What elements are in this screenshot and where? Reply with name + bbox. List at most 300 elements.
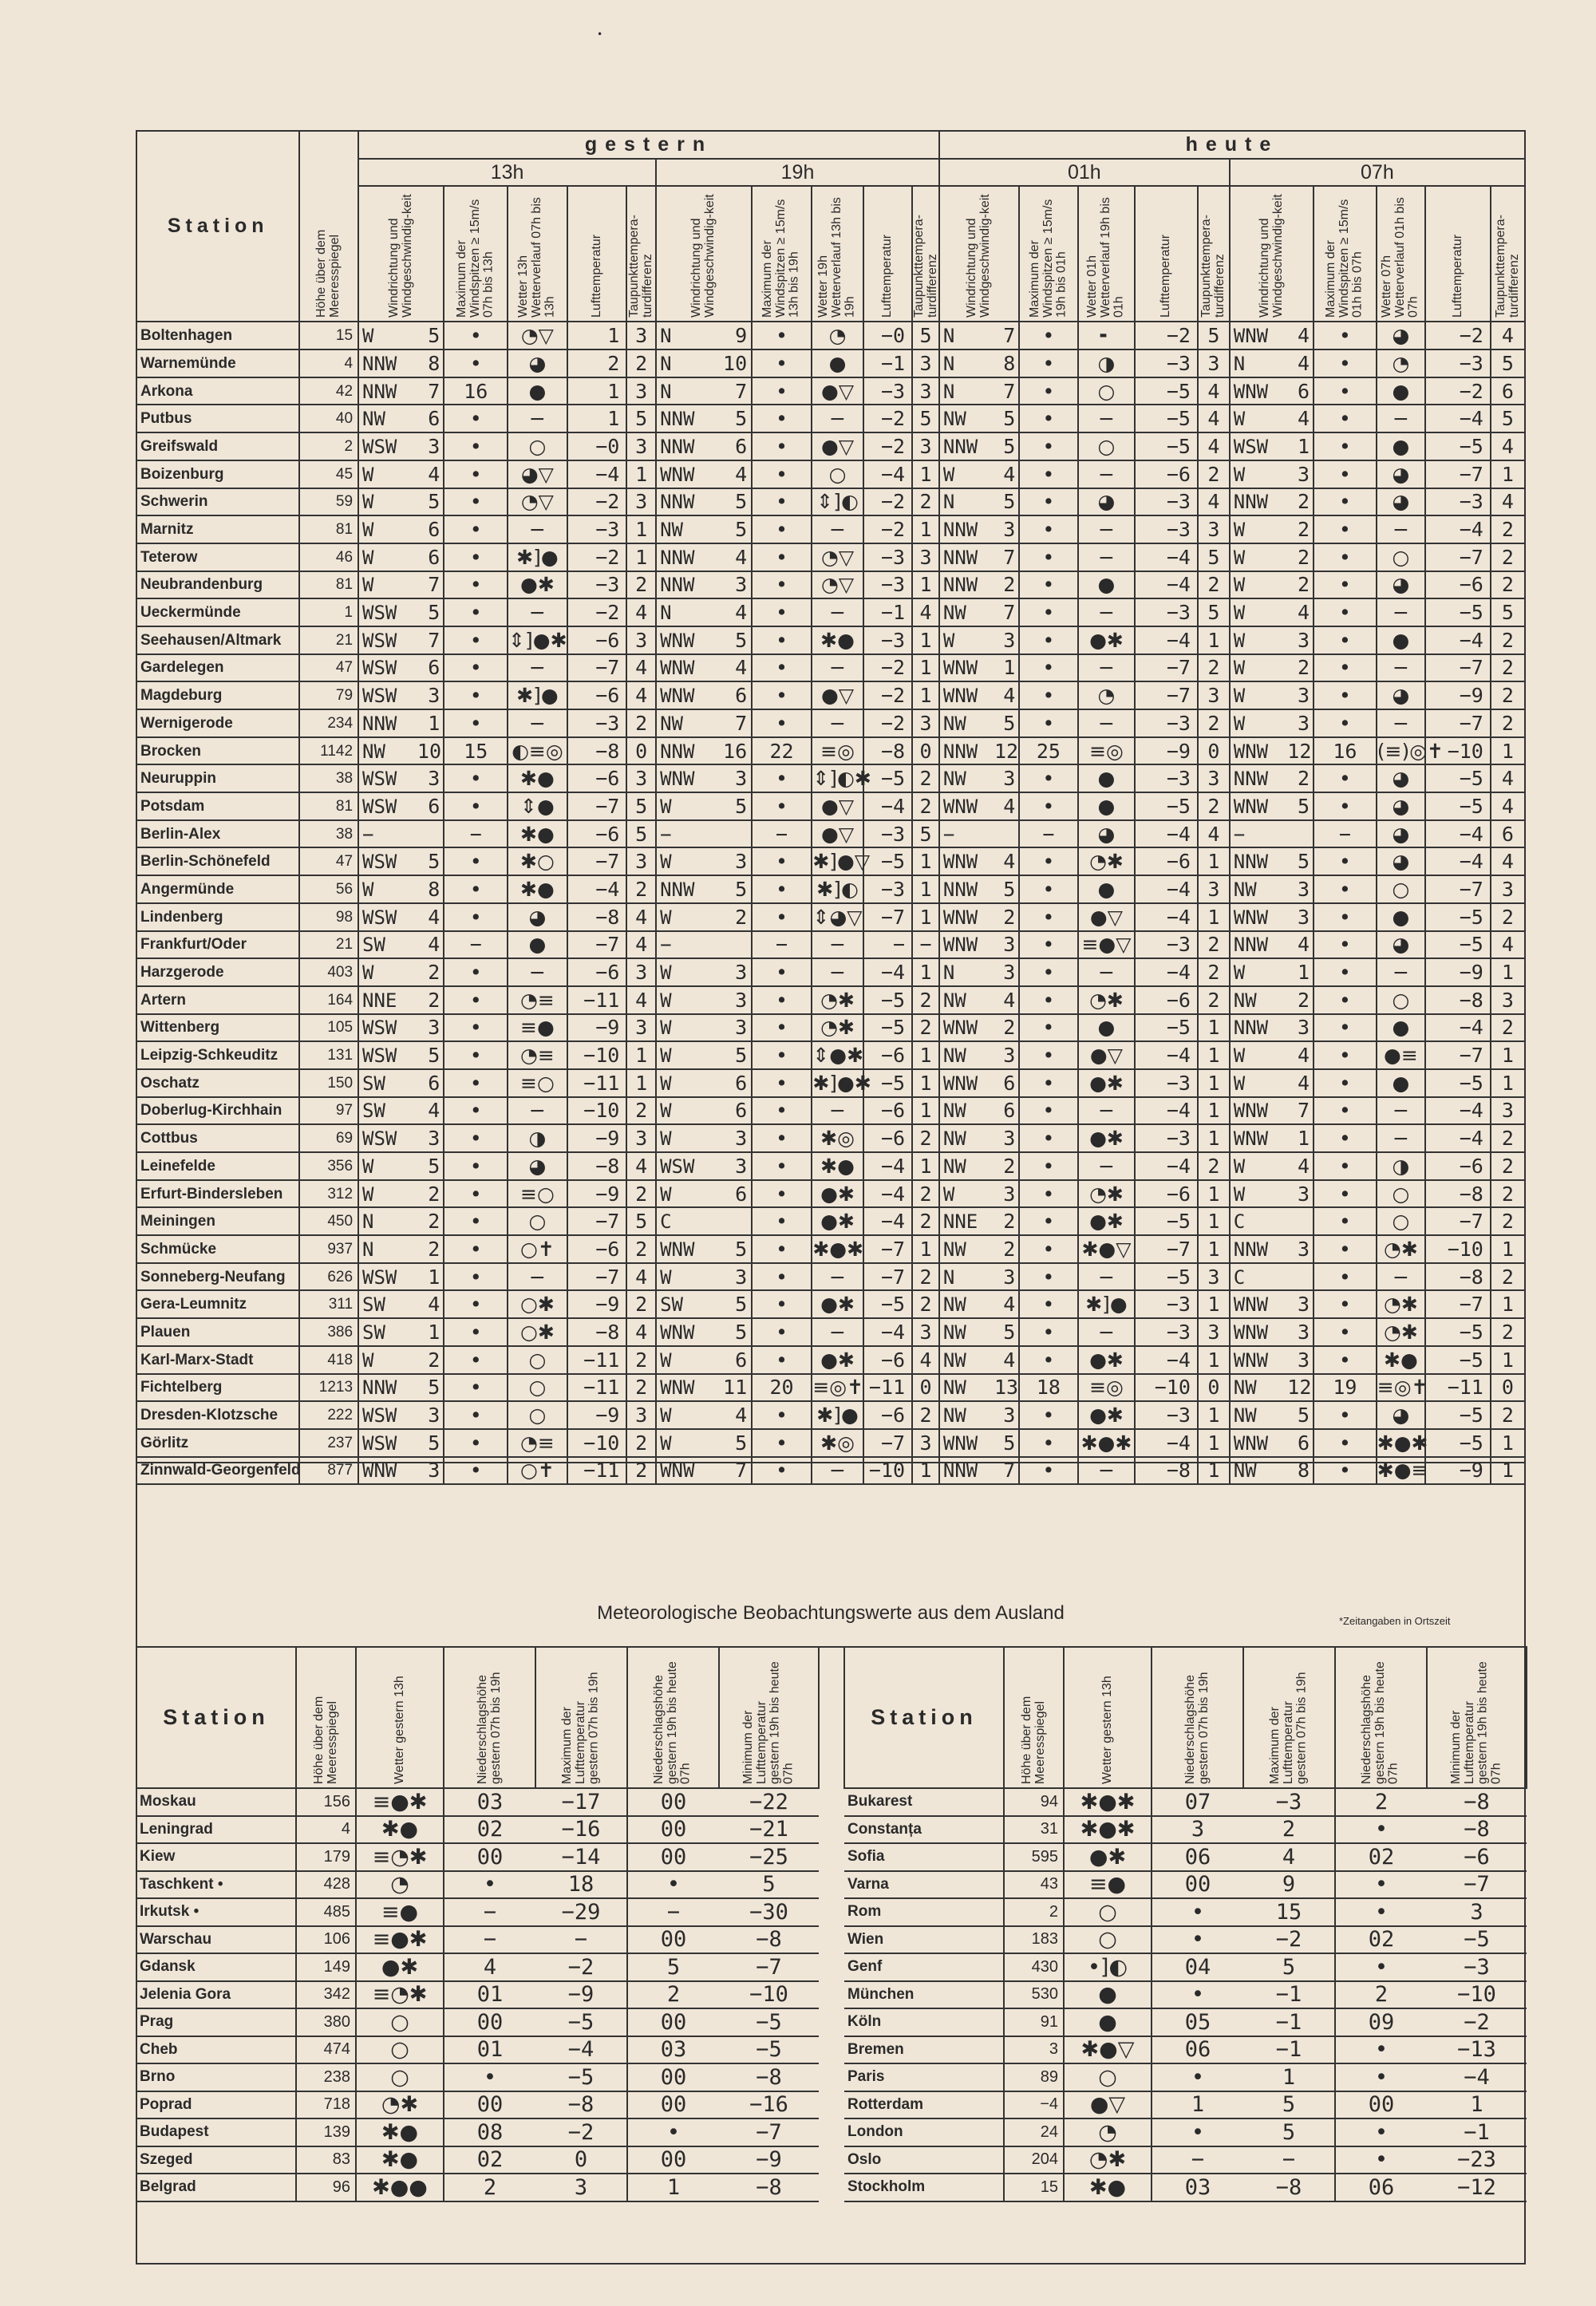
wind-direction: W — [362, 1155, 374, 1178]
precipitation-night: 00 — [627, 1843, 719, 1871]
wind-speed: 2 — [1298, 988, 1310, 1012]
dewpoint-difference: 3 — [1198, 681, 1230, 709]
air-temperature: 1 — [567, 405, 627, 432]
wind-speed: 13 — [994, 1376, 1019, 1400]
wind-direction: WNW — [942, 906, 978, 929]
wind-direction: NNW — [1233, 768, 1269, 791]
air-temperature: −11 — [567, 1346, 627, 1374]
wind-cell — [656, 405, 752, 432]
wind-speed: 12 — [994, 739, 1019, 763]
station-name: Szeged — [136, 2146, 296, 2174]
station-name: Gdansk — [136, 1953, 296, 1981]
station-header: Station — [136, 131, 299, 322]
max-gust: • — [1019, 903, 1078, 931]
table-row — [136, 1290, 1525, 1318]
air-temperature: −9 — [567, 1124, 627, 1152]
weather-symbol: ≡● — [1064, 1871, 1152, 1899]
air-temperature: −3 — [863, 626, 912, 654]
weather-symbol: − — [812, 405, 863, 432]
column-header: Maximum der Windspitzen ≥ 15m/s 01h bis 07h — [1314, 186, 1377, 322]
weather-symbol: ✱● — [508, 820, 567, 848]
dewpoint-difference: 3 — [626, 1014, 656, 1042]
wind-cell — [656, 598, 752, 626]
weather-symbol: ≡●▽ — [1078, 931, 1136, 959]
max-gust: • — [752, 1235, 812, 1263]
max-gust: • — [752, 322, 812, 349]
station-name: Berlin-Schönefeld — [136, 847, 299, 875]
weather-symbol: ╸ — [1078, 322, 1136, 349]
weather-symbol: ◑ — [1078, 349, 1136, 377]
weather-symbol: − — [1078, 1457, 1136, 1485]
wind-direction: WSW — [362, 685, 397, 708]
wind-speed: 4 — [1298, 1154, 1310, 1178]
wind-cell — [939, 1374, 1019, 1402]
air-temperature: −10 — [567, 1041, 627, 1069]
wind-direction: NNW — [362, 1376, 397, 1400]
weather-symbol: ◔✱ — [1377, 1235, 1425, 1263]
wind-cell — [1230, 1124, 1314, 1152]
precipitation-day: 07 — [1152, 1788, 1243, 1816]
air-temperature: −4 — [863, 958, 912, 986]
wind-direction: SW — [362, 934, 385, 957]
max-gust: • — [444, 986, 508, 1014]
weather-symbol: ⇕●✱ — [812, 1041, 863, 1069]
air-temperature: −6 — [863, 1097, 912, 1125]
wind-speed: 2 — [1298, 490, 1310, 514]
table-row — [844, 1953, 1527, 1981]
weather-symbol: ✱●✱ — [1064, 1816, 1152, 1844]
column-header: Taupunkttempera-turdifferenz — [1198, 186, 1230, 322]
wind-direction: NW — [942, 408, 966, 431]
station-name: London — [844, 2118, 1004, 2146]
weather-symbol: ●✱ — [1078, 1124, 1136, 1152]
dewpoint-difference: 1 — [912, 1457, 939, 1485]
wind-cell — [656, 1097, 752, 1125]
inland-table-body — [136, 322, 1525, 1484]
wind-direction: W — [362, 491, 374, 514]
wind-speed: 2 — [428, 988, 440, 1012]
station-altitude: 94 — [1004, 1788, 1064, 1816]
wind-direction: NW — [1233, 1404, 1257, 1427]
table-row — [136, 1926, 819, 1954]
wind-cell — [358, 1152, 444, 1180]
wind-cell — [656, 737, 752, 765]
wind-direction: W — [1233, 408, 1246, 431]
max-gust: • — [1314, 1318, 1377, 1346]
wind-cell — [358, 931, 444, 959]
wind-direction: W — [362, 961, 374, 985]
max-gust: • — [752, 1097, 812, 1125]
station-name: Brno — [136, 2063, 296, 2091]
wind-direction: NNW — [362, 352, 397, 375]
precipitation-night: • — [1335, 2146, 1427, 2174]
min-temperature: −3 — [1427, 1953, 1527, 1981]
wind-cell — [358, 1429, 444, 1457]
air-temperature: −0 — [567, 432, 627, 460]
precipitation-night: 02 — [1335, 1843, 1427, 1871]
wind-cell — [656, 432, 752, 460]
station-name: Boizenburg — [136, 460, 299, 488]
precipitation-night: 00 — [627, 2063, 719, 2091]
air-temperature: −4 — [1135, 1097, 1198, 1125]
table-row — [136, 1152, 1525, 1180]
wind-direction: W — [660, 851, 672, 874]
dewpoint-difference: 2 — [626, 1429, 656, 1457]
max-gust: • — [752, 681, 812, 709]
air-temperature: −7 — [1135, 654, 1198, 682]
wind-direction: W — [660, 989, 672, 1012]
wind-direction: WNW — [1233, 1321, 1269, 1344]
table-row — [136, 543, 1525, 571]
weather-symbol: ◑ — [1377, 1152, 1425, 1180]
wind-cell — [1230, 349, 1314, 377]
table-row — [844, 2146, 1527, 2174]
dewpoint-difference: 4 — [626, 1318, 656, 1346]
precipitation-night: 00 — [627, 2091, 719, 2119]
table-row — [136, 931, 1525, 959]
wind-direction: WSW — [362, 1404, 397, 1427]
weather-symbol: ✱● — [508, 764, 567, 792]
wind-speed: 5 — [735, 877, 748, 901]
weather-symbol: ≡◎ — [1078, 737, 1136, 765]
station-altitude: 386 — [299, 1318, 358, 1346]
air-temperature: −8 — [1425, 986, 1491, 1014]
station-altitude: 204 — [1004, 2146, 1064, 2174]
weather-symbol: ≡◎ — [1078, 1374, 1136, 1402]
max-gust: • — [1019, 322, 1078, 349]
weather-symbol: ○ — [1078, 432, 1136, 460]
max-gust: • — [1314, 460, 1377, 488]
air-temperature: 1 — [567, 377, 627, 405]
wind-speed: 5 — [428, 850, 440, 874]
weather-symbol: ○ — [1377, 543, 1425, 571]
weather-symbol: ≡◎✝ — [812, 1374, 863, 1402]
wind-speed: 3 — [735, 1016, 748, 1040]
dewpoint-difference: 2 — [1491, 654, 1525, 682]
dewpoint-difference: 3 — [912, 432, 939, 460]
max-temperature: −17 — [535, 1788, 627, 1816]
max-temperature: −8 — [1243, 2174, 1335, 2201]
wind-speed: 3 — [1298, 628, 1310, 652]
wind-direction: NNW — [660, 878, 695, 901]
wind-cell — [1230, 1290, 1314, 1318]
weather-symbol: ◔✱ — [356, 2091, 444, 2119]
wind-direction: W — [362, 1183, 374, 1206]
air-temperature: −4 — [1425, 515, 1491, 543]
station-altitude: 43 — [1004, 1871, 1064, 1899]
wind-cell — [939, 820, 1019, 848]
wind-direction: W — [1233, 602, 1246, 625]
wind-direction: − — [362, 823, 374, 846]
precipitation-day: 06 — [1152, 1843, 1243, 1871]
dewpoint-difference: 4 — [626, 1152, 656, 1180]
weather-symbol: ●▽ — [812, 820, 863, 848]
dewpoint-difference: 4 — [1491, 432, 1525, 460]
wind-cell — [1230, 1014, 1314, 1042]
dewpoint-difference: 1 — [1198, 1235, 1230, 1263]
wind-speed: 5 — [428, 490, 440, 514]
wind-direction: SW — [362, 1321, 385, 1344]
max-gust: • — [444, 626, 508, 654]
precipitation-night: • — [1335, 2036, 1427, 2064]
weather-symbol: ≡○ — [508, 1180, 567, 1208]
wind-speed: 4 — [1003, 684, 1016, 708]
max-gust: 19 — [1314, 1374, 1377, 1402]
wind-direction: N — [942, 961, 955, 985]
air-temperature: −2 — [863, 654, 912, 682]
dewpoint-difference: 0 — [1198, 1374, 1230, 1402]
air-temperature: −5 — [1425, 903, 1491, 931]
air-temperature: −5 — [863, 986, 912, 1014]
wind-speed: 7 — [428, 628, 440, 652]
max-temperature: 1 — [1243, 2063, 1335, 2091]
max-gust: • — [1019, 1457, 1078, 1485]
weather-symbol: ● — [1078, 1014, 1136, 1042]
wind-cell — [1230, 958, 1314, 986]
precipitation-day: • — [444, 2063, 535, 2091]
max-gust: 16 — [1314, 737, 1377, 765]
wind-speed: 3 — [1298, 877, 1310, 901]
air-temperature: −7 — [567, 792, 627, 820]
station-altitude: 69 — [299, 1124, 358, 1152]
wind-cell — [358, 1401, 444, 1429]
air-temperature: −6 — [1425, 1152, 1491, 1180]
air-temperature: −4 — [863, 792, 912, 820]
max-gust: • — [1019, 1429, 1078, 1457]
weather-symbol: ✱●▽ — [1064, 2036, 1152, 2064]
max-gust: • — [1019, 1207, 1078, 1235]
wind-direction: NNW — [660, 435, 695, 458]
max-gust: • — [1019, 764, 1078, 792]
wind-direction: WSW — [362, 435, 397, 458]
station-name: Arkona — [136, 377, 299, 405]
wind-direction: WSW — [362, 851, 397, 874]
wind-direction: SW — [660, 1293, 683, 1317]
wind-cell — [939, 1318, 1019, 1346]
air-temperature: −5 — [1135, 405, 1198, 432]
max-gust: • — [1019, 986, 1078, 1014]
weather-symbol: ● — [1377, 432, 1425, 460]
station-altitude: 45 — [299, 460, 358, 488]
wind-direction: WNW — [660, 629, 695, 652]
dewpoint-difference: 5 — [626, 792, 656, 820]
wind-cell — [939, 875, 1019, 903]
wind-speed: 5 — [735, 1293, 748, 1317]
wind-cell — [939, 515, 1019, 543]
air-temperature: −4 — [1135, 903, 1198, 931]
air-temperature: −4 — [1425, 820, 1491, 848]
air-temperature: −5 — [1135, 1014, 1198, 1042]
dewpoint-difference: 1 — [626, 1041, 656, 1069]
max-temperature: −8 — [535, 2091, 627, 2119]
wind-direction: − — [660, 823, 672, 846]
wind-cell — [656, 1401, 752, 1429]
time-07h: 07h — [1230, 159, 1525, 187]
table-row — [136, 1871, 819, 1899]
table-row — [136, 1374, 1525, 1402]
max-gust: • — [444, 405, 508, 432]
dewpoint-difference: 1 — [1198, 1124, 1230, 1152]
max-gust: • — [1314, 986, 1377, 1014]
time-19h: 19h — [656, 159, 939, 187]
wind-speed: 4 — [735, 656, 748, 680]
weather-symbol: ✱]● — [508, 543, 567, 571]
dewpoint-difference: 3 — [912, 543, 939, 571]
wind-speed: 4 — [1298, 601, 1310, 625]
station-name: Irkutsk • — [136, 1898, 296, 1926]
dewpoint-difference: 5 — [1198, 543, 1230, 571]
weather-symbol: ✱]● — [812, 1401, 863, 1429]
ausland-column-header: Maximum der Lufttemperatur gestern 07h bis 19h — [1243, 1647, 1335, 1788]
min-temperature: −8 — [719, 2063, 819, 2091]
wind-cell — [358, 709, 444, 737]
table-row — [844, 1816, 1527, 1844]
station-altitude: 15 — [1004, 2174, 1064, 2201]
weather-symbol: ●▽ — [812, 792, 863, 820]
air-temperature: −2 — [1425, 377, 1491, 405]
wind-cell — [358, 820, 444, 848]
wind-cell — [1230, 875, 1314, 903]
air-temperature: −10 — [567, 1429, 627, 1457]
wind-cell — [358, 1318, 444, 1346]
dewpoint-difference: 3 — [626, 1124, 656, 1152]
station-name: Gera-Leumnitz — [136, 1290, 299, 1318]
dewpoint-difference: 4 — [912, 1346, 939, 1374]
ausland-column-header: Niederschlagshöhe gestern 19h bis heute 07h — [627, 1647, 719, 1788]
precipitation-night: 00 — [1335, 2091, 1427, 2119]
wind-speed: 3 — [428, 684, 440, 708]
wind-cell — [358, 1014, 444, 1042]
station-name: Boltenhagen — [136, 322, 299, 349]
weather-symbol: ✱◎ — [812, 1124, 863, 1152]
air-temperature: −4 — [1135, 571, 1198, 599]
max-gust: • — [1314, 598, 1377, 626]
wind-speed: 4 — [1298, 324, 1310, 348]
wind-direction: W — [660, 1404, 672, 1427]
weather-symbol: ●✱ — [812, 1290, 863, 1318]
ausland-station-header: Station — [136, 1647, 296, 1788]
air-temperature: −6 — [567, 1235, 627, 1263]
wind-speed: 5 — [428, 324, 440, 348]
weather-symbol: ◕ — [1377, 931, 1425, 959]
max-gust: • — [1314, 958, 1377, 986]
station-name: Neuruppin — [136, 764, 299, 792]
station-name: Harzgerode — [136, 958, 299, 986]
station-name: Meiningen — [136, 1207, 299, 1235]
max-gust: • — [444, 709, 508, 737]
air-temperature: −3 — [863, 377, 912, 405]
station-altitude: 356 — [299, 1152, 358, 1180]
air-temperature: −9 — [567, 1290, 627, 1318]
wind-speed: 4 — [735, 462, 748, 486]
station-altitude: 97 — [299, 1097, 358, 1125]
dewpoint-difference: 4 — [1491, 488, 1525, 516]
wind-direction: NW — [362, 740, 385, 763]
air-temperature: −8 — [863, 737, 912, 765]
weather-symbol: ○ — [1377, 875, 1425, 903]
station-altitude: 81 — [299, 515, 358, 543]
wind-cell — [939, 847, 1019, 875]
wind-direction: NW — [942, 989, 966, 1012]
wind-speed: 6 — [735, 1348, 748, 1372]
column-header: Windrichtung und Windgeschwindig-keit — [656, 186, 752, 322]
air-temperature: −8 — [567, 1318, 627, 1346]
max-gust: • — [752, 405, 812, 432]
air-temperature: −4 — [567, 460, 627, 488]
wind-direction: NW — [942, 1127, 966, 1151]
wind-cell — [939, 737, 1019, 765]
min-temperature: −10 — [719, 1981, 819, 2009]
station-altitude: 179 — [296, 1843, 356, 1871]
wind-speed: 4 — [1298, 351, 1310, 375]
wind-direction: W — [362, 325, 374, 348]
dewpoint-difference: 2 — [1491, 681, 1525, 709]
table-row — [136, 1318, 1525, 1346]
weather-symbol: ●✱ — [356, 1953, 444, 1981]
dewpoint-difference: 1 — [1491, 958, 1525, 986]
max-gust: • — [1019, 681, 1078, 709]
air-temperature: −4 — [863, 1180, 912, 1208]
wind-cell — [939, 488, 1019, 516]
wind-cell — [939, 377, 1019, 405]
station-altitude: −4 — [1004, 2091, 1064, 2119]
precipitation-night: • — [1335, 1816, 1427, 1844]
wind-cell — [656, 488, 752, 516]
weather-symbol: (≡)◎✝ — [1377, 737, 1425, 765]
precipitation-night: 00 — [627, 1788, 719, 1816]
wind-direction: W — [1233, 712, 1246, 735]
max-gust: • — [752, 377, 812, 405]
air-temperature: −5 — [1425, 432, 1491, 460]
dewpoint-difference: 6 — [1491, 377, 1525, 405]
dewpoint-difference: 1 — [626, 1069, 656, 1097]
max-gust: • — [1019, 1318, 1078, 1346]
dewpoint-difference: 5 — [912, 820, 939, 848]
wind-cell — [939, 1124, 1019, 1152]
wind-speed: 3 — [428, 1404, 440, 1427]
max-gust: • — [752, 986, 812, 1014]
wind-speed: 3 — [1003, 1127, 1016, 1151]
column-header: Lufttemperatur — [1425, 186, 1491, 322]
wind-speed: 3 — [428, 434, 440, 458]
wind-speed: 6 — [735, 1071, 748, 1095]
precipitation-night: • — [1335, 1898, 1427, 1926]
wind-direction: WSW — [362, 906, 397, 929]
min-temperature: −6 — [1427, 1843, 1527, 1871]
wind-speed: 7 — [1003, 324, 1016, 348]
dewpoint-difference: 1 — [1491, 1429, 1525, 1457]
ausland-column-header: Wetter gestern 13h — [1064, 1647, 1152, 1788]
heute-header: heute — [939, 131, 1525, 159]
wind-speed: 3 — [1298, 1016, 1310, 1040]
station-name: Fichtelberg — [136, 1374, 299, 1402]
air-temperature: −11 — [1425, 1374, 1491, 1402]
dewpoint-difference: 3 — [626, 322, 656, 349]
station-name: Prag — [136, 2008, 296, 2036]
max-gust: • — [752, 543, 812, 571]
air-temperature: −5 — [1425, 1318, 1491, 1346]
weather-symbol: ✱●✱ — [1377, 1429, 1425, 1457]
weather-symbol: ⇕]◐✱ — [812, 764, 863, 792]
min-temperature: −7 — [1427, 1871, 1527, 1899]
station-name: Belgrad — [136, 2174, 296, 2201]
station-name: Plauen — [136, 1318, 299, 1346]
station-name: Paris — [844, 2063, 1004, 2091]
weather-symbol: ◕ — [1377, 1401, 1425, 1429]
station-name: Leipzig-Schkeuditz — [136, 1041, 299, 1069]
wind-cell — [1230, 460, 1314, 488]
max-gust: • — [752, 571, 812, 599]
